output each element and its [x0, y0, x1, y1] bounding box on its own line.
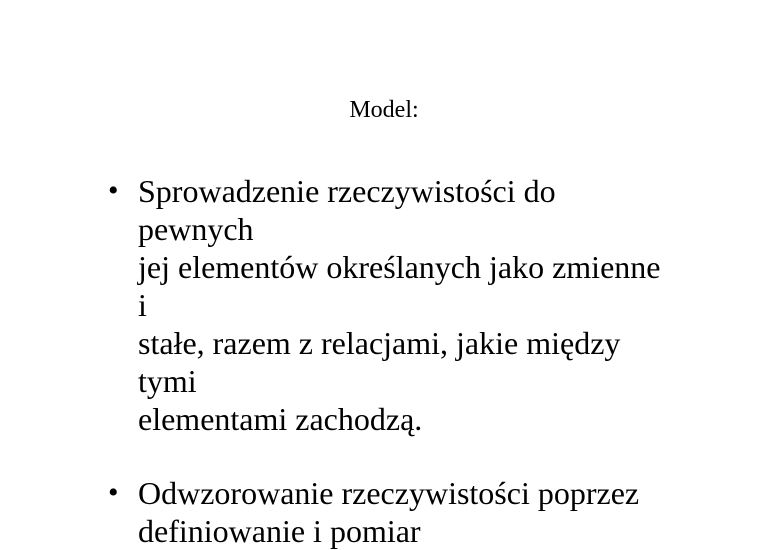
bullet-text: [138, 172, 668, 438]
bullet-item-mapping-reality: [108, 474, 668, 550]
bullet-line: Odwzorowanie rzeczywistości poprzez: [138, 475, 640, 511]
slide-title: Model:: [349, 97, 419, 123]
bullet-line: definiowanie i pomiar: [138, 513, 421, 549]
bullet-icon: •: [108, 476, 119, 509]
bullet-item-model-definition: [108, 172, 668, 438]
bullet-line: Sprowadzenie rzeczywistości do pewnych: [138, 173, 556, 247]
bullet-line: elementami zachodzą.: [138, 401, 423, 437]
bullet-line: stałe, razem z relacjami, jakie między tymi: [138, 325, 621, 399]
bullet-line: jej elementów określanych jako zmienne i: [138, 249, 661, 323]
bullet-text: [138, 474, 668, 550]
bullet-icon: •: [108, 174, 119, 207]
bullet-list: [108, 172, 668, 550]
